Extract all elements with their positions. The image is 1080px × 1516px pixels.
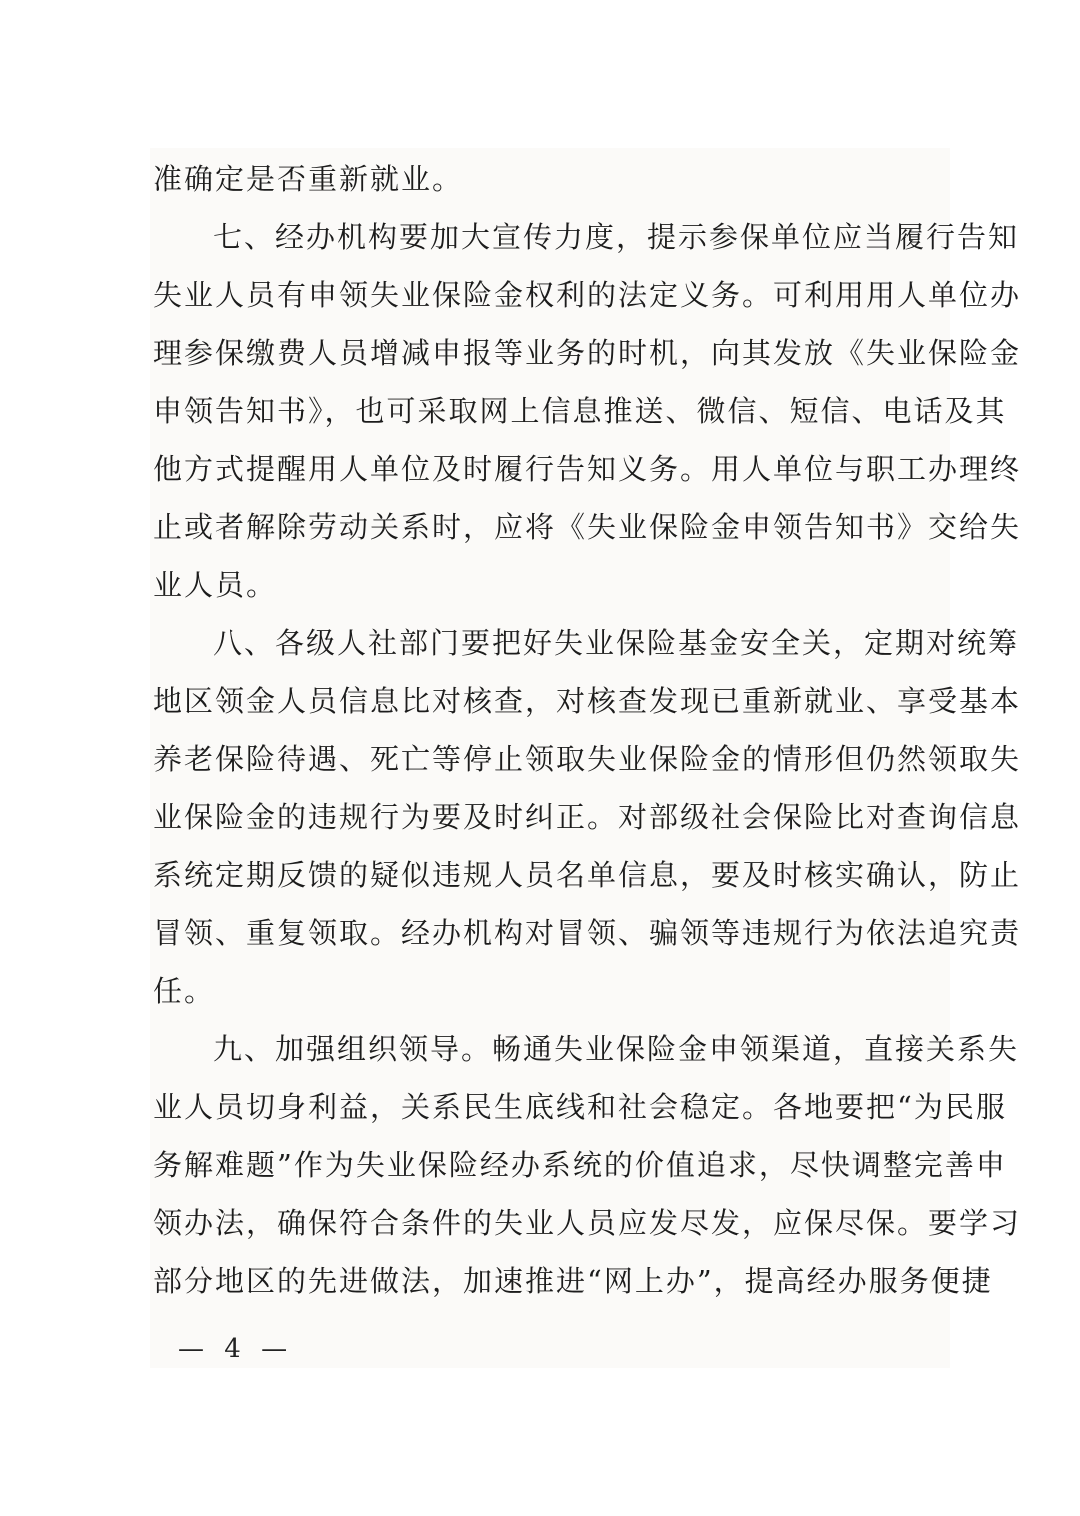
text-line: 地区领金人员信息比对核查，对核查发现已重新就业、享受基本 [153, 684, 1022, 718]
text-line: 他方式提醒用人单位及时履行告知义务。用人单位与职工办理终 [153, 452, 1022, 486]
text-line: 理参保缴费人员增减申报等业务的时机，向其发放《失业保险金 [153, 336, 1022, 370]
text-line: 业人员。 [153, 568, 278, 602]
text-line: 任。 [153, 974, 216, 1008]
text-line: 申领告知书》，也可采取网上信息推送、微信、短信、电话及其 [153, 394, 1007, 428]
text-line: 务解难题”作为失业保险经办系统的价值追求，尽快调整完善申 [153, 1148, 1007, 1182]
page-number: — 4 — [178, 1334, 294, 1364]
text-line: 冒领、重复领取。经办机构对冒领、骗领等违规行为依法追究责 [153, 916, 1022, 950]
text-line: 八、各级人社部门要把好失业保险基金安全关，定期对统筹 [213, 626, 1020, 660]
text-line: 业保险金的违规行为要及时纠正。对部级社会保险比对查询信息 [153, 800, 1022, 834]
text-line: 准确定是否重新就业。 [153, 162, 464, 196]
document-body [153, 150, 1022, 1310]
text-line: 九、加强组织领导。畅通失业保险金申领渠道，直接关系失 [213, 1032, 1020, 1066]
text-line: 止或者解除劳动关系时，应将《失业保险金申领告知书》交给失 [153, 510, 1022, 544]
text-line: 领办法，确保符合条件的失业人员应发尽发，应保尽保。要学习 [153, 1206, 1022, 1240]
text-line: 业人员切身利益，关系民生底线和社会稳定。各地要把“为民服 [153, 1090, 1007, 1124]
text-line: 养老保险待遇、死亡等停止领取失业保险金的情形但仍然领取失 [153, 742, 1022, 776]
text-line: 失业人员有申领失业保险金权利的法定义务。可利用用人单位办 [153, 278, 1022, 312]
text-line: 部分地区的先进做法，加速推进“网上办”，提高经办服务便捷 [153, 1264, 993, 1298]
text-line: 七、经办机构要加大宣传力度，提示参保单位应当履行告知 [213, 220, 1020, 254]
text-line: 系统定期反馈的疑似违规人员名单信息，要及时核实确认，防止 [153, 858, 1022, 892]
